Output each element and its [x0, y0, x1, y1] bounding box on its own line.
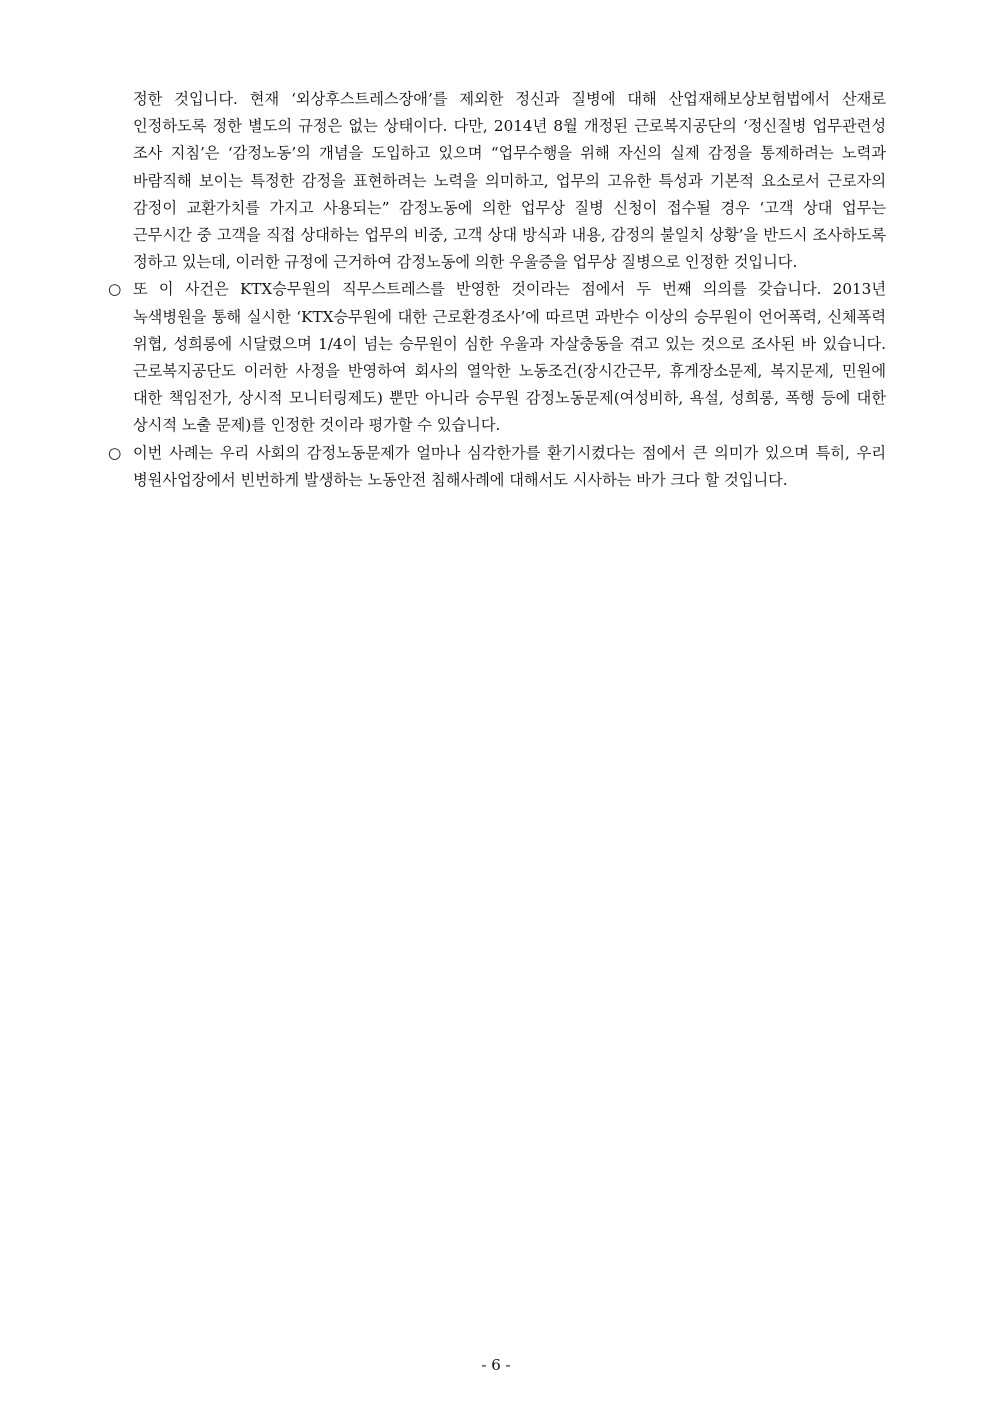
bullet-circle-icon: ○ — [108, 280, 122, 299]
document-body — [108, 86, 886, 494]
bullet-item-text: 이번 사례는 우리 사회의 감정노동문제가 얼마나 심각한가를 환기시켰다는 점에서 큰 의미가 있으며 특히, 우리 병원사업장에서 빈번하게 발생하는 노동안전 침해사례에 대해서도 시사하는 바가 크다 할 것입니다. — [133, 443, 886, 489]
bullet-circle-icon: ○ — [108, 443, 122, 462]
bullet-item-implication — [108, 440, 886, 494]
paragraph-continuation: 정한 것입니다. 현재 ‘외상후스트레스장애’를 제외한 정신과 질병에 대해 산업재해보상보험법에서 산재로 인정하도록 정한 별도의 규정은 없는 상태이다. 다만, 2014년 8월 개정된 근로복지공단의 ‘정신질병 업무관련성 조사 지침’은 ‘감정노동’의 개념을 도입하고 있으며 “업무수행을 위해 자신의 실제 감정을 통제하려는 노력과 바람직해 보이는 특정한 감정을 표현하려는 노력을 의미하고, 업무의 고유한 특성과 기본적 요소로서 근로자의 감정이 교환가치를 가지고 사용되는” 감정노동에 의한 업무상 질병 신청이 접수될 경우 ‘고객 상대 업무는 근무시간 중 고객을 직접 상대하는 업무의 비중, 고객 상대 방식과 내용, 감정의 불일치 상황’을 반드시 조사하도록 정하고 있는데, 이러한 규정에 근거하여 감정노동에 의한 우울증을 업무상 질병으로 인정한 것입니다. — [133, 90, 886, 272]
page-number: - 6 - — [481, 1356, 511, 1374]
bullet-item-text: 또 이 사건은 KTX승무원의 직무스트레스를 반영한 것이라는 점에서 두 번째 의의를 갖습니다. 2013년 녹색병원을 통해 실시한 ‘KTX승무원에 대한 근로환경조사’에 따르면 과반수 이상의 승무원이 언어폭력, 신체폭력 위협, 성희롱에 시달렸으며 1/4이 넘는 승무원이 심한 우울과 자살충동을 겪고 있는 것으로 조사된 바 있습니다. 근로복지공단도 이러한 사정을 반영하여 회사의 열악한 노동조건(장시간근무, 휴게장소문제, 복지문제, 민원에 대한 책임전가, 상시적 모니터링제도) 뿐만 아니라 승무원 감정노동문제(여성비하, 욕설, 성희롱, 폭행 등에 대한 상시적 노출 문제)를 인정한 것이라 평가할 수 있습니다. — [133, 280, 886, 435]
bullet-item-significance — [108, 276, 886, 439]
